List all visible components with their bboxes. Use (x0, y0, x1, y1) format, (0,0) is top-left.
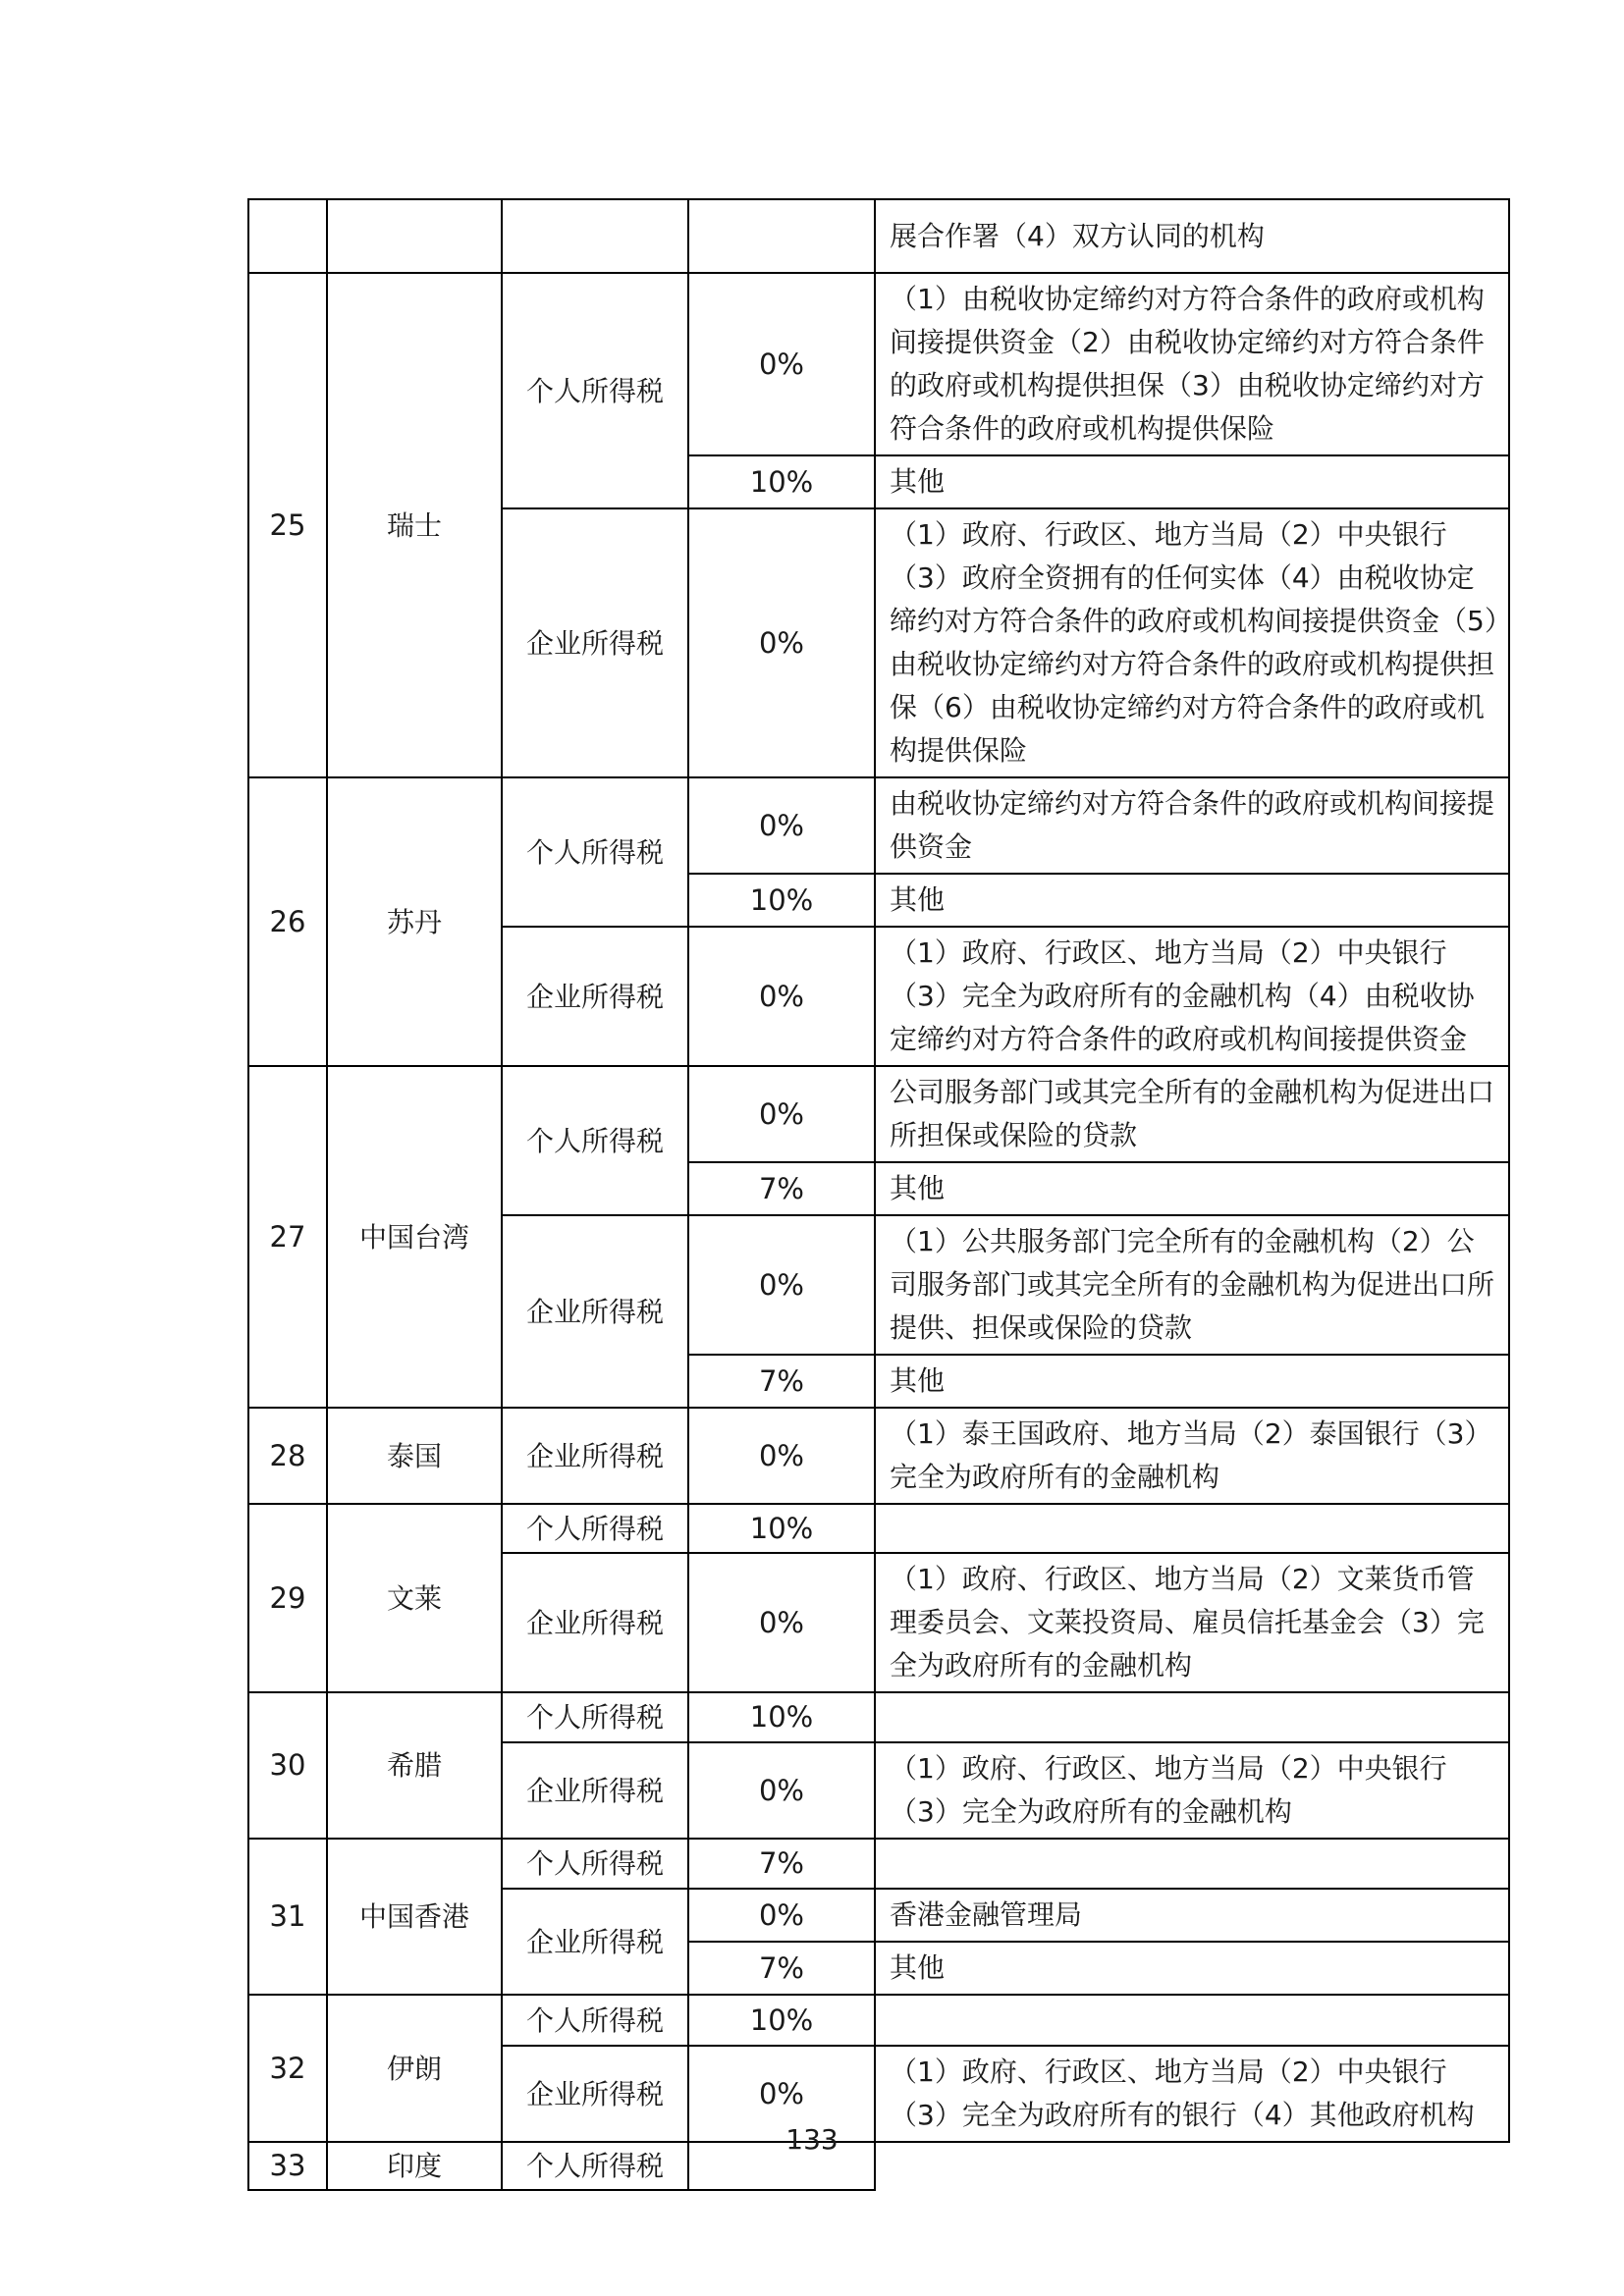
condition-cell: 香港金融管理局 (875, 1889, 1509, 1942)
condition-cell (875, 1839, 1509, 1889)
tax-type-cell: 企业所得税 (502, 2046, 688, 2142)
number-cell (248, 199, 327, 273)
condition-cell: （1）由税收协定缔约对方符合条件的政府或机构间接提供资金（2）由税收协定缔约对方符合条件的政府或机构提供担保（3）由税收协定缔约对方符合条件的政府或机构提供保险 (875, 273, 1509, 455)
tax-type-cell: 企业所得税 (502, 1215, 688, 1408)
rate-cell: 10% (688, 1995, 875, 2046)
rate-cell: 0% (688, 777, 875, 874)
condition-cell: （1）政府、行政区、地方当局（2）中央银行（3）完全为政府所有的银行（4）其他政府机构 (875, 2046, 1509, 2142)
rate-cell: 0% (688, 273, 875, 455)
number-cell: 33 (248, 2142, 327, 2190)
table-row (248, 1995, 1509, 2046)
condition-cell: 其他 (875, 1355, 1509, 1408)
tax-type-cell: 企业所得税 (502, 1889, 688, 1995)
country-cell: 中国台湾 (327, 1066, 502, 1408)
table-row (248, 1504, 1509, 1553)
treaty-interest-table (247, 198, 1510, 2191)
country-cell: 文莱 (327, 1504, 502, 1692)
table-row (248, 1408, 1509, 1504)
rate-cell: 0% (688, 1066, 875, 1162)
country-cell: 苏丹 (327, 777, 502, 1066)
rate-cell: 0% (688, 2046, 875, 2142)
tax-type-cell: 个人所得税 (502, 1995, 688, 2046)
condition-cell (875, 1995, 1509, 2046)
tax-type-cell: 企业所得税 (502, 1408, 688, 1504)
condition-cell: （1）公共服务部门完全所有的金融机构（2）公司服务部门或其完全所有的金融机构为促进出口所提供、担保或保险的贷款 (875, 1215, 1509, 1355)
number-cell: 26 (248, 777, 327, 1066)
country-cell (327, 199, 502, 273)
treaty-table-container (247, 198, 1508, 2191)
condition-cell (875, 1504, 1509, 1553)
tax-type-cell: 企业所得税 (502, 1742, 688, 1839)
condition-cell (875, 1692, 1509, 1742)
number-cell: 25 (248, 273, 327, 777)
rate-cell: 0% (688, 1553, 875, 1692)
tax-type-cell: 个人所得税 (502, 1692, 688, 1742)
country-cell: 希腊 (327, 1692, 502, 1839)
table-row (248, 199, 1509, 273)
rate-cell: 0% (688, 1215, 875, 1355)
condition-cell: 展合作署（4）双方认同的机构 (875, 199, 1509, 273)
rate-cell: 0% (688, 508, 875, 777)
rate-cell: 7% (688, 1942, 875, 1995)
country-cell: 伊朗 (327, 1995, 502, 2142)
number-cell: 31 (248, 1839, 327, 1995)
condition-cell: 由税收协定缔约对方符合条件的政府或机构间接提供资金 (875, 777, 1509, 874)
tax-type-cell (502, 199, 688, 273)
rate-cell: 0% (688, 1408, 875, 1504)
table-row (248, 273, 1509, 455)
number-cell: 28 (248, 1408, 327, 1504)
rate-cell (688, 199, 875, 273)
condition-cell: （1）政府、行政区、地方当局（2）中央银行（3）完全为政府所有的金融机构（4）由税收协定缔约对方符合条件的政府或机构间接提供资金 (875, 927, 1509, 1066)
tax-type-cell: 企业所得税 (502, 508, 688, 777)
rate-cell: 7% (688, 1162, 875, 1215)
number-cell: 30 (248, 1692, 327, 1839)
tax-type-cell: 个人所得税 (502, 273, 688, 508)
rate-cell: 10% (688, 455, 875, 508)
number-cell: 27 (248, 1066, 327, 1408)
condition-cell: 其他 (875, 1942, 1509, 1995)
table-row (248, 1839, 1509, 1889)
country-cell: 印度 (327, 2142, 502, 2190)
condition-cell: 公司服务部门或其完全所有的金融机构为促进出口所担保或保险的贷款 (875, 1066, 1509, 1162)
condition-cell: 其他 (875, 874, 1509, 927)
number-cell: 29 (248, 1504, 327, 1692)
condition-cell: （1）政府、行政区、地方当局（2）中央银行（3）政府全资拥有的任何实体（4）由税收协定缔约对方符合条件的政府或机构间接提供资金（5）由税收协定缔约对方符合条件的政府或机构提供担保（6）由税收协定缔约对方符合条件的政府或机构提供保险 (875, 508, 1509, 777)
country-cell: 泰国 (327, 1408, 502, 1504)
condition-cell: （1）泰王国政府、地方当局（2）泰国银行（3）完全为政府所有的金融机构 (875, 1408, 1509, 1504)
rate-cell: 0% (688, 1889, 875, 1942)
condition-cell: （1）政府、行政区、地方当局（2）中央银行（3）完全为政府所有的金融机构 (875, 1742, 1509, 1839)
condition-cell: 其他 (875, 1162, 1509, 1215)
rate-cell: 10% (688, 1504, 875, 1553)
tax-type-cell: 企业所得税 (502, 1553, 688, 1692)
table-row (248, 1066, 1509, 1162)
tax-type-cell: 个人所得税 (502, 1839, 688, 1889)
rate-cell: 10% (688, 874, 875, 927)
table-row (248, 1692, 1509, 1742)
tax-type-cell: 企业所得税 (502, 927, 688, 1066)
rate-cell: 0% (688, 927, 875, 1066)
tax-type-cell: 个人所得税 (502, 777, 688, 927)
tax-type-cell: 个人所得税 (502, 1066, 688, 1215)
country-cell: 中国香港 (327, 1839, 502, 1995)
rate-cell: 7% (688, 1839, 875, 1889)
rate-cell: 10% (688, 1692, 875, 1742)
tax-type-cell: 个人所得税 (502, 2142, 688, 2190)
condition-cell: 其他 (875, 455, 1509, 508)
table-row (248, 777, 1509, 874)
condition-cell: （1）政府、行政区、地方当局（2）文莱货币管理委员会、文莱投资局、雇员信托基金会（3）完全为政府所有的金融机构 (875, 1553, 1509, 1692)
rate-cell: 7% (688, 1355, 875, 1408)
number-cell: 32 (248, 1995, 327, 2142)
country-cell: 瑞士 (327, 273, 502, 777)
rate-cell: 0% (688, 1742, 875, 1839)
tax-type-cell: 个人所得税 (502, 1504, 688, 1553)
page-number: 133 (785, 2123, 839, 2156)
